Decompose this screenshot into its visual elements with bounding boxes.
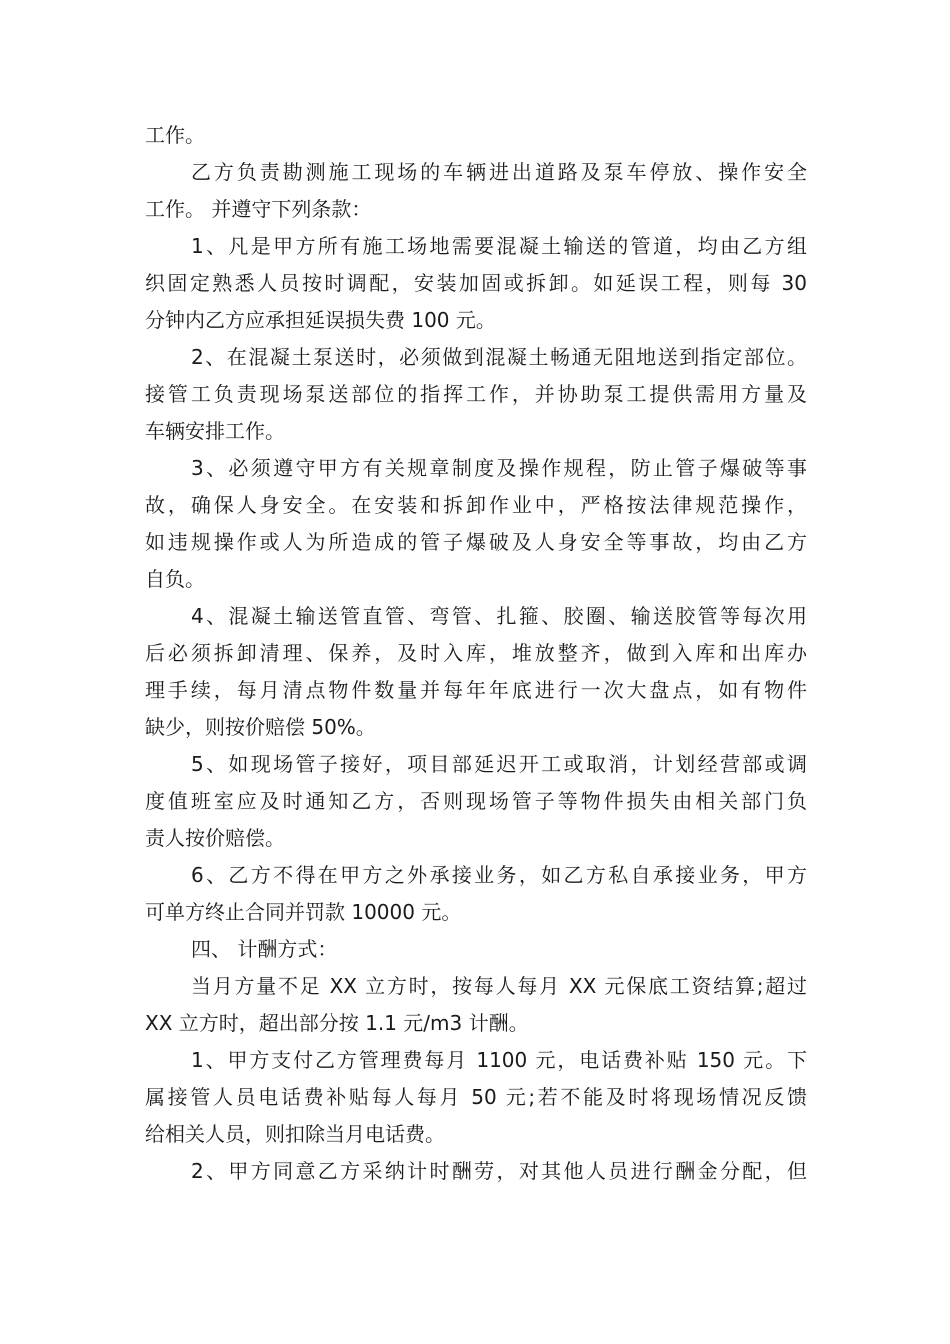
text-line: 当月方量不足 XX 立方时，按每人每月 XX 元保底工资结算;超过: [191, 974, 807, 998]
text-line: 工作。 并遵守下列条款：: [145, 197, 372, 221]
text-line: 给相关人员，则扣除当月电话费。: [145, 1122, 445, 1146]
text-line: 织固定熟悉人员按时调配，安装加固或拆卸。如延误工程，则每 30: [145, 271, 807, 295]
text-line: 1、甲方支付乙方管理费每月 1100 元，电话费补贴 150 元。下: [191, 1048, 807, 1072]
text-line: 2、在混凝土泵送时，必须做到混凝土畅通无阻地送到指定部位。: [191, 345, 807, 369]
text-line: 工作。: [145, 123, 205, 147]
text-line: 3、必须遵守甲方有关规章制度及操作规程，防止管子爆破等事: [191, 456, 807, 480]
text-line: 2、甲方同意乙方采纳计时酬劳，对其他人员进行酬金分配，但: [191, 1159, 807, 1183]
text-line: 4、混凝土输送管直管、弯管、扎箍、胶圈、输送胶管等每次用: [191, 604, 807, 628]
text-line: 理手续，每月清点物件数量并每年年底进行一次大盘点，如有物件: [145, 678, 807, 702]
text-line: 缺少，则按价赔偿 50%。: [145, 715, 376, 739]
text-line: 1、凡是甲方所有施工场地需要混凝土输送的管道，均由乙方组: [191, 234, 807, 258]
text-line: 5、如现场管子接好，项目部延迟开工或取消，计划经营部或调: [191, 752, 807, 776]
text-line: 属接管人员电话费补贴每人每月 50 元;若不能及时将现场情况反馈: [145, 1085, 807, 1109]
text-line: 自负。: [145, 567, 205, 591]
text-line: 分钟内乙方应承担延误损失费 100 元。: [145, 308, 496, 332]
text-line: 如违规操作或人为所造成的管子爆破及人身安全等事故，均由乙方: [145, 530, 807, 554]
text-line: 乙方负责勘测施工现场的车辆进出道路及泵车停放、操作安全: [191, 160, 807, 184]
text-line: 后必须拆卸清理、保养，及时入库，堆放整齐，做到入库和出库办: [145, 641, 807, 665]
text-line: 接管工负责现场泵送部位的指挥工作，并协助泵工提供需用方量及: [145, 382, 807, 406]
text-line: 度值班室应及时通知乙方，否则现场管子等物件损失由相关部门负: [145, 789, 807, 813]
text-line: 责人按价赔偿。: [145, 826, 285, 850]
text-line: 故，确保人身安全。在安装和拆卸作业中，严格按法律规范操作，: [145, 493, 807, 517]
section-heading: 四、 计酬方式：: [191, 937, 338, 961]
text-line: 6、乙方不得在甲方之外承接业务，如乙方私自承接业务，甲方: [191, 863, 807, 887]
text-line: 可单方终止合同并罚款 10000 元。: [145, 900, 462, 924]
text-line: XX 立方时，超出部分按 1.1 元/m3 计酬。: [145, 1011, 529, 1035]
text-line: 车辆安排工作。: [145, 419, 285, 443]
